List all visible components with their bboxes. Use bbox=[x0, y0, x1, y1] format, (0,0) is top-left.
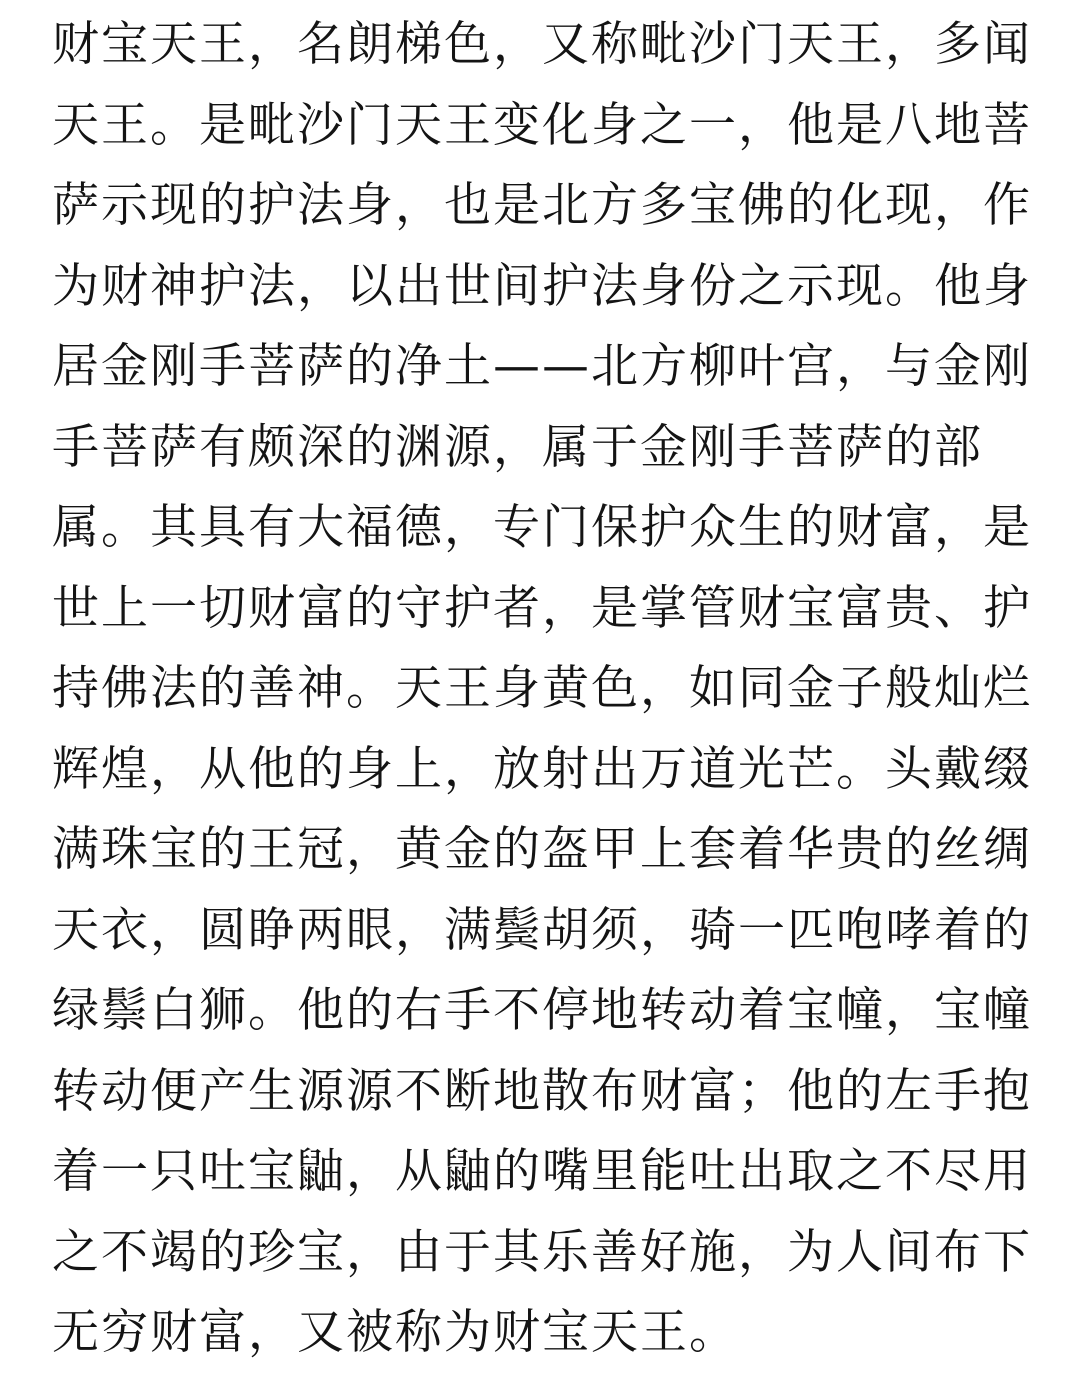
article-paragraph bbox=[52, 5, 1042, 1374]
text-line: 着一只吐宝鼬，从鼬的嘴里能吐出取之不尽用 bbox=[52, 1144, 1032, 1199]
text-line: 世上一切财富的守护者，是掌管财宝富贵、护 bbox=[52, 580, 1032, 636]
text-line: 手菩萨有颇深的渊源，属于金刚手菩萨的部 bbox=[52, 419, 983, 475]
text-line: 之不竭的珍宝，由于其乐善好施，为人间布下 bbox=[52, 1224, 1032, 1280]
text-line: 为财神护法，以出世间护法身份之示现。他身 bbox=[52, 258, 1032, 314]
text-line: 无穷财富，又被称为财宝天王。 bbox=[52, 1305, 738, 1360]
text-line: 绿鬃白狮。他的右手不停地转动着宝幢，宝幢 bbox=[52, 983, 1032, 1038]
text-line: 辉煌，从他的身上，放射出万道光芒。头戴缀 bbox=[52, 741, 1032, 797]
text-line: 居金刚手菩萨的净土——北方柳叶宫，与金刚 bbox=[52, 339, 1032, 394]
text-line: 转动便产生源源不断地散布财富；他的左手抱 bbox=[52, 1063, 1032, 1119]
text-line: 天王。是毗沙门天王变化身之一，他是八地菩 bbox=[52, 97, 1032, 153]
text-line: 财宝天王，名朗梯色，又称毗沙门天王，多闻 bbox=[52, 17, 1032, 72]
text-line: 满珠宝的王冠，黄金的盔甲上套着华贵的丝绸 bbox=[52, 822, 1032, 877]
text-line: 持佛法的善神。天王身黄色，如同金子般灿烂 bbox=[52, 661, 1032, 716]
text-line: 萨示现的护法身，也是北方多宝佛的化现，作 bbox=[52, 178, 1032, 233]
text-line: 天衣，圆睁两眼，满鬓胡须，骑一匹咆哮着的 bbox=[52, 902, 1032, 958]
text-line: 属。其具有大福德，专门保护众生的财富，是 bbox=[52, 500, 1032, 555]
